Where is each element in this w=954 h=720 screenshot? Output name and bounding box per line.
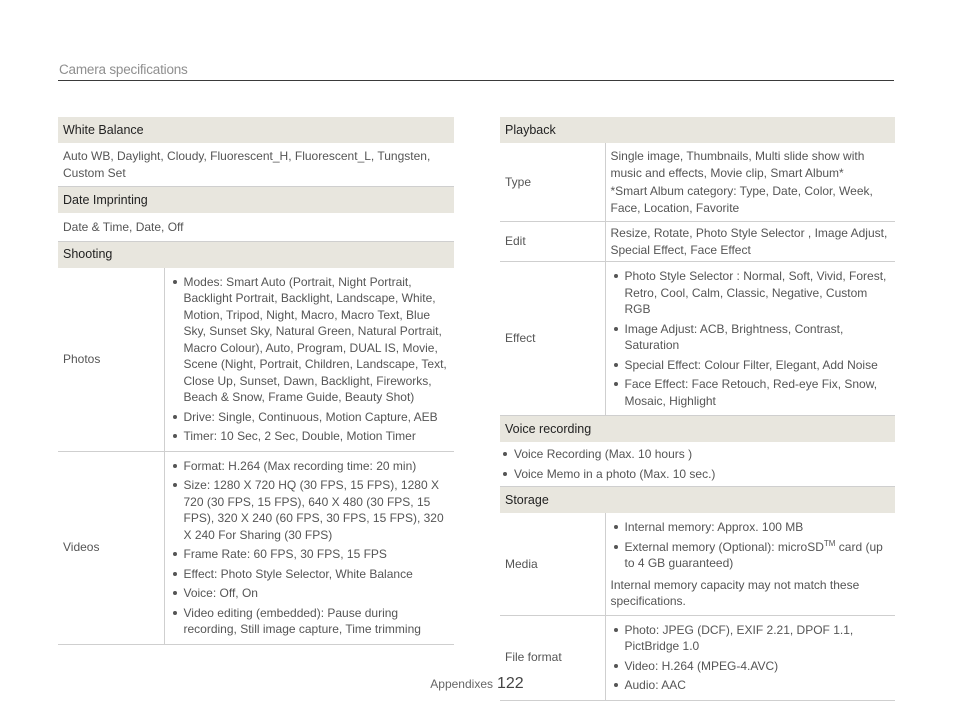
bullet-item: Photo Style Selector : Normal, Soft, Vivid, Forest, Retro, Cool, Calm, Classic, Negative, Custom RGB [611, 268, 891, 318]
section-storage [500, 487, 895, 514]
bullet-item: Face Effect: Face Retouch, Red-eye Fix, Snow, Mosaic, Highlight [611, 376, 891, 409]
spec-row-voice-recording [500, 442, 895, 487]
footer-section-name: Appendixes [430, 677, 493, 691]
page-number: 122 [497, 675, 524, 692]
spec-label: Media [500, 513, 605, 615]
spec-row-edit [500, 222, 895, 262]
spec-row-media [500, 513, 895, 615]
bullet-text: External memory (Optional): microSD [624, 539, 824, 554]
spec-row-type [500, 143, 895, 222]
spec-value [605, 143, 895, 222]
section-title: Playback [500, 117, 895, 143]
bullet-item: Photo: JPEG (DCF), EXIF 2.21, DPOF 1.1, PictBridge 1.0 [611, 622, 891, 655]
spec-row-date-imprinting [58, 213, 454, 241]
bullet-item: Video: H.264 (MPEG-4.AVC) [611, 658, 891, 675]
spec-value-list [164, 268, 454, 452]
bullet-item: Format: H.264 (Max recording time: 20 min) [170, 458, 450, 475]
section-voice-recording [500, 416, 895, 443]
bullet-item: Modes: Smart Auto (Portrait, Night Portrait, Backlight Portrait, Backlight, Landscape, White, Motion, Tripod, Night, Macro, Macro Text, Blue Sky, Sunset Sky, Natural Green, Natural Portrait, Macro Colour), Auto, Program, DUAL IS, Movie, Scene (Night, Portrait, Children, Landscape, Text, Close Up, Sunset, Dawn, Backlight, Fireworks, Beach & Snow, Frame Guide, Beauty Shot) [170, 274, 450, 406]
spec-value-list [500, 442, 895, 487]
spec-value: Auto WB, Daylight, Cloudy, Fluorescent_H, Fluorescent_L, Tungsten, Custom Set [58, 143, 454, 187]
bullet-item: Voice: Off, On [170, 585, 450, 602]
left-spec-column [58, 117, 454, 645]
spec-label: Photos [58, 268, 164, 452]
spec-value-list [605, 262, 895, 416]
bullet-item: Frame Rate: 60 FPS, 30 FPS, 15 FPS [170, 546, 450, 563]
page-header-title: Camera specifications [59, 62, 188, 77]
right-spec-column [500, 117, 895, 701]
section-title: Date Imprinting [58, 187, 454, 214]
spec-note: *Smart Album category: Type, Date, Color, Week, Face, Location, Favorite [610, 184, 873, 215]
section-title: White Balance [58, 117, 454, 143]
spec-value: Date & Time, Date, Off [58, 213, 454, 241]
section-shooting [58, 241, 454, 268]
spec-label: Edit [500, 222, 605, 262]
spec-value-list [605, 513, 895, 615]
section-title: Voice recording [500, 416, 895, 443]
spec-text: Single image, Thumbnails, Multi slide show with music and effects, Movie clip, Smart Album* [610, 149, 865, 180]
spec-note: Internal memory capacity may not match these specifications. [610, 577, 860, 608]
section-white-balance [58, 117, 454, 143]
section-playback [500, 117, 895, 143]
section-title: Storage [500, 487, 895, 514]
bullet-item: Voice Memo in a photo (Max. 10 sec.) [500, 466, 890, 483]
bullet-text: card (up to 4 GB guaranteed) [624, 539, 883, 570]
header-divider [58, 80, 894, 81]
spec-label: Effect [500, 262, 605, 416]
right-spec-table [500, 117, 895, 701]
spec-row-photos [58, 268, 454, 452]
spec-label: File format [500, 615, 605, 700]
spec-row-white-balance [58, 143, 454, 187]
bullet-item: Size: 1280 X 720 HQ (30 FPS, 15 FPS), 1280 X 720 (30 FPS, 15 FPS), 640 X 480 (30 FPS, 15 FPS), 320 X 240 (60 FPS, 30 FPS, 15 FPS), 320 X 240 For Sharing (30 FPS) [170, 477, 450, 543]
bullet-item: Internal memory: Approx. 100 MB [611, 519, 891, 536]
page-footer [0, 676, 954, 693]
bullet-item: Special Effect: Colour Filter, Elegant, Add Noise [611, 357, 891, 374]
section-date-imprinting [58, 187, 454, 214]
trademark-superscript: TM [823, 538, 836, 548]
bullet-item: Effect: Photo Style Selector, White Balance [170, 566, 450, 583]
bullet-item: Audio: AAC [611, 677, 891, 694]
spec-row-videos [58, 451, 454, 644]
spec-row-effect [500, 262, 895, 416]
bullet-item: Voice Recording (Max. 10 hours ) [500, 446, 890, 463]
bullet-item: Drive: Single, Continuous, Motion Capture, AEB [170, 409, 450, 426]
left-spec-table [58, 117, 454, 645]
bullet-item: Image Adjust: ACB, Brightness, Contrast, Saturation [611, 321, 891, 354]
spec-value: Resize, Rotate, Photo Style Selector , Image Adjust, Special Effect, Face Effect [605, 222, 895, 262]
section-title: Shooting [58, 241, 454, 268]
spec-label: Type [500, 143, 605, 222]
bullet-item [611, 539, 891, 572]
spec-value-list [164, 451, 454, 644]
spec-label: Videos [58, 451, 164, 644]
bullet-item: Timer: 10 Sec, 2 Sec, Double, Motion Timer [170, 428, 450, 445]
bullet-item: Video editing (embedded): Pause during recording, Still image capture, Time trimming [170, 605, 450, 638]
